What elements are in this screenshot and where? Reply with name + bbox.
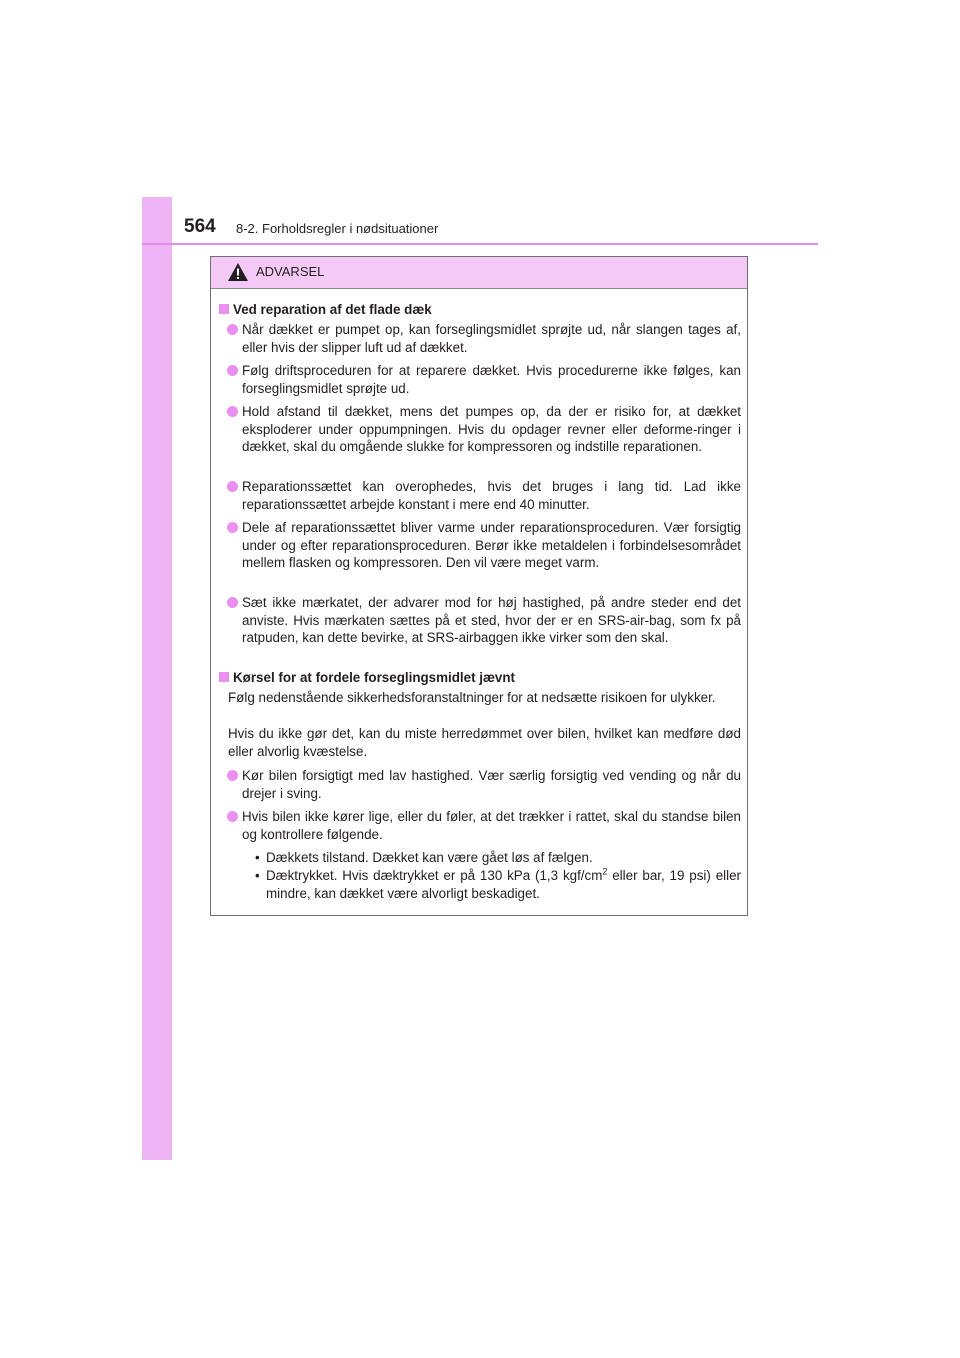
warning-body [211, 289, 747, 915]
paragraph: Hvis du ikke gør det, kan du miste herredømmet over bilen, hvilket kan medføre død eller alvorlig kvæstelse. [228, 726, 741, 759]
list-item: Følg driftsproceduren for at reparere dækket. Hvis procedurerne ikke følges, kan forseglingsmidlet sprøjte ud. [227, 362, 741, 397]
list-item: Hold afstand til dækket, mens det pumpes op, da der er risiko for, at dækket eksploderer under oppumpningen. Hvis du opdager revner eller deforme-ringer i dækket, skal du omgående slukke for kompressoren og indstille reparationen. [227, 403, 741, 456]
list-item: Hvis bilen ikke kører lige, eller du føler, at det trækker i rattet, skal du standse bilen og kontrollere følgende. [227, 808, 741, 843]
warning-title: ADVARSEL [256, 264, 325, 279]
round-bullet-icon [227, 324, 238, 335]
warning-header [211, 257, 747, 289]
round-bullet-icon [227, 770, 238, 781]
section-title: 8-2. Forholdsregler i nødsituationer [236, 221, 439, 236]
paragraph: Følg nedenstående sikkerhedsforanstaltninger for at nedsætte risikoen for ulykker. [228, 690, 716, 705]
header-rule [142, 243, 818, 245]
square-bullet-icon [219, 672, 229, 682]
round-bullet-icon [227, 811, 238, 822]
round-bullet-icon [227, 365, 238, 376]
round-bullet-icon [227, 597, 238, 608]
list-item: Dele af reparationssættet bliver varme under reparationsproceduren. Vær forsigtig under og efter reparationsproceduren. Berør ikke metaldelen i forbindelsesområdet mellem flasken og kompressoren. Den vil være meget varm. [227, 519, 741, 572]
section-heading: Ved reparation af det flade dæk [219, 301, 432, 319]
list-item: Sæt ikke mærkatet, der advarer mod for høj hastighed, på andre steder end det anviste. Hvis mærkaten sættes på et sted, hvor der er en SRS-air-bag, som fx på ratpuden, kan dette bevirke, at SRS-airbaggen ikke virker som den skal. [227, 594, 741, 647]
round-bullet-icon [227, 406, 238, 417]
sub-list-item: • Dæktrykket. Hvis dæktrykket er på 130 kPa (1,3 kgf/$cm^2$ eller bar, 19 psi) eller mindre, kan dækket være alvorligt beskadiget. [255, 866, 741, 901]
round-bullet-icon [227, 522, 238, 533]
sub-list-item: • Dækkets tilstand. Dækket kan være gået løs af fælgen. [255, 850, 593, 865]
round-bullet-icon [227, 481, 238, 492]
list-item: Reparationssættet kan overophedes, hvis det bruges i lang tid. Lad ikke reparationssættet arbejde konstant i mere end 40 minutter. [227, 478, 741, 513]
list-item: Kør bilen forsigtigt med lav hastighed. Vær særlig forsigtig ved vending og når du drejer i sving. [227, 767, 741, 802]
page-number: 564 [184, 216, 216, 237]
list-item: Når dækket er pumpet op, kan forseglingsmidlet sprøjte ud, når slangen tages af, eller hvis der slipper luft ud af dækket. [227, 321, 741, 356]
section-heading: Kørsel for at fordele forseglingsmidlet jævnt [219, 669, 515, 687]
warning-box [210, 256, 748, 916]
side-color-band [142, 197, 172, 1160]
warning-triangle-icon [227, 262, 249, 282]
square-bullet-icon [219, 304, 229, 314]
